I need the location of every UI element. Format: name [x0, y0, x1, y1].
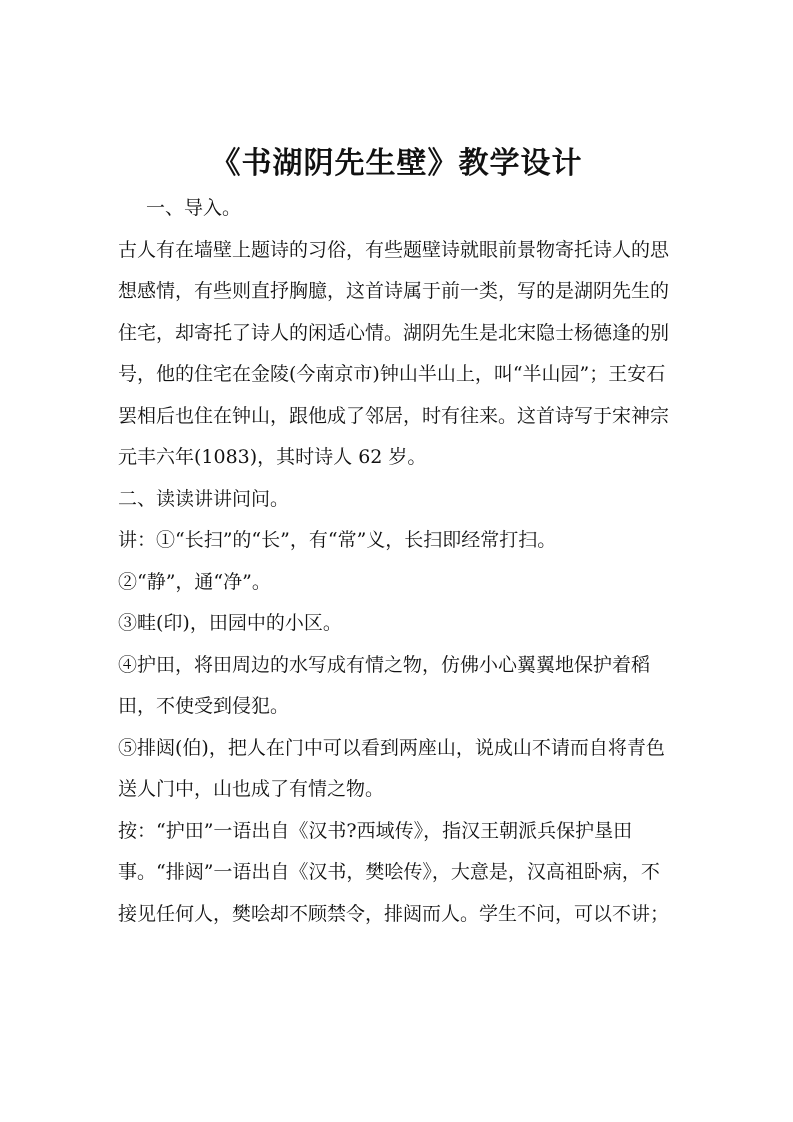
intro-paragraph: 古人有在墙壁上题诗的习俗，有些题壁诗就眼前景物寄托诗人的思想感情，有些则直抒胸臆，这首诗属于前一类，写的是湖阴先生的住宅，却寄托了诗人的闲适心情。湖阴先生是北宋隐士杨德逢的别号，他的住宅在金陵(今南京市)钟山半山上，叫“半山园”；王安石罢相后也住在钟山，跟他成了邻居，时有往来。这首诗写于宋神宗元丰六年(1083)，其时诗人 62 岁。 [118, 238, 670, 468]
annotation-5: ⑤排闼(伯)，把人在门中可以看到两座山，说成山不请而自将青色送人门中，山也成了有情之物。 [118, 736, 665, 800]
annotation-3: ③畦(印)，田园中的小区。 [118, 612, 342, 634]
commentary-paragraph: 按：“护田”一语出自《汉书?西域传》，指汉王朝派兵保护垦田事。“排闼”一语出自《汉书，樊哙传》，大意是，汉高祖卧病，不接见任何人，樊哙却不顾禁令，排闼而人。学生不问，可以不讲； [118, 819, 670, 925]
section-heading-intro: 一、导入。 [146, 197, 242, 219]
document-body [118, 188, 678, 935]
annotation-2: ②“静”，通“净”。 [118, 570, 271, 593]
document-title: 《书湖阴先生壁》教学设计 [210, 146, 583, 181]
annotation-1: 讲：①“长扫”的“长”，有“常”义，长扫即经常打扫。 [118, 529, 557, 551]
section-heading-reading: 二、读读讲讲问问。 [118, 487, 290, 510]
annotation-4: ④护田，将田周边的水写成有情之物，仿佛小心翼翼地保护着稻田，不使受到侵犯。 [118, 653, 651, 717]
